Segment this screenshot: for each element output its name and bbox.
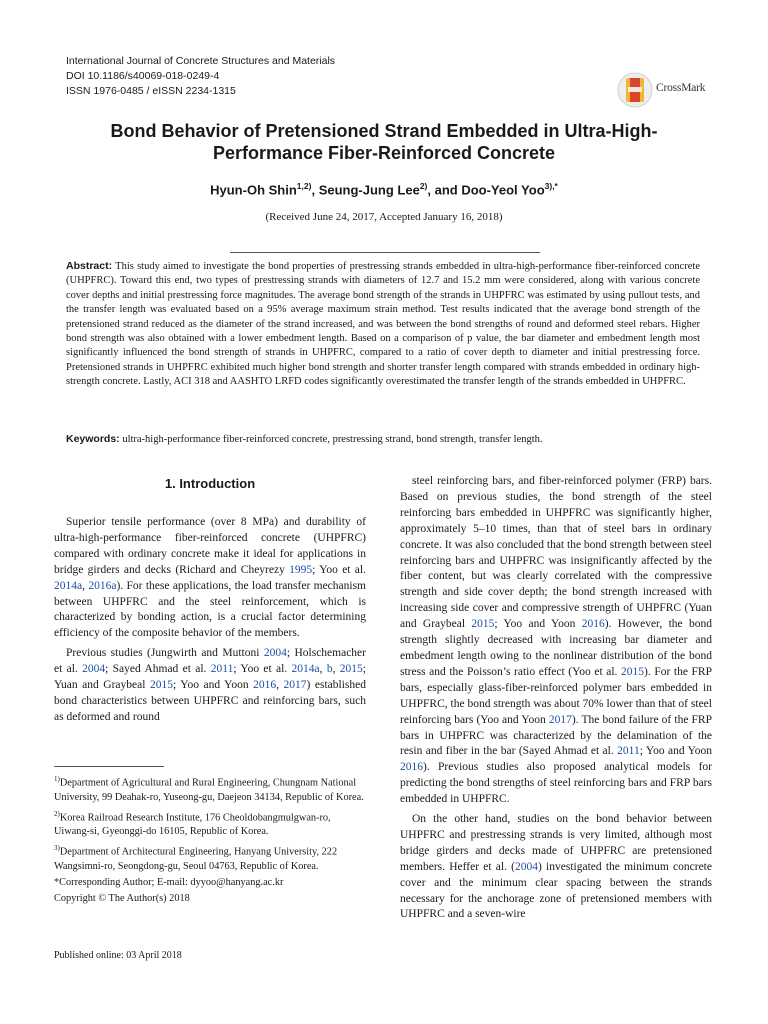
- footnote-text: *Corresponding Author; E-mail: dyyoo@hanyang.ac.kr: [54, 876, 284, 888]
- body-text: ,: [82, 579, 89, 592]
- footnote: [54, 892, 366, 906]
- body-text: ,: [332, 663, 340, 676]
- journal-issn: ISSN 1976-0485 / eISSN 2234-1315: [66, 85, 236, 97]
- footnote-text: Korea Railroad Research Institute, 176 Cheoldobangmulgwan-ro, Uiwang-si, Gyeonggi-do 16105, Republic of Korea.: [54, 812, 331, 838]
- crossmark-icon: [616, 71, 654, 109]
- body-text: ). For the FRP bars, especially glass-fiber-reinforced polymer bars embedded in UHPFRC, the bond strength was about 70% lower than that of steel reinforcing bars (Yoo and Yoon: [400, 665, 712, 726]
- citation-link[interactable]: 2014a: [54, 579, 83, 592]
- body-text: ; Yoo and Yoon: [494, 618, 582, 631]
- keywords-label: Keywords:: [66, 433, 120, 445]
- author-name: Hyun-Oh Shin: [210, 182, 297, 198]
- author-list: [60, 177, 708, 199]
- author-separator: ,: [311, 182, 319, 198]
- citation-link[interactable]: 2017: [548, 713, 572, 726]
- body-text: ; Yoo et al.: [233, 663, 292, 676]
- footnote-divider: [54, 766, 164, 767]
- body-text: ,: [319, 663, 327, 676]
- abstract-label: Abstract:: [66, 260, 113, 272]
- body-text: steel reinforcing bars, and fiber-reinforced polymer (FRP) bars. Based on previous studies, the bond strength of the steel reinforcing bars embedded in UHPFRC was significantly higher, approximately 5–10 times, than that of steel bars in ordinary concrete. It was also concluded that the bond strength between steel reinforcing bars and UHPFRC was insignificantly affected by the fiber content, but was clearly correlated with the compressive strength and side cover depth; the bond strength increased with increasing side cover and compressive strength of UHPFRC (Yuan and Graybeal: [400, 475, 712, 631]
- body-text: ). The bond failure of the FRP bars in UHPFRC was characterized by the delamination of the resin and fiber in the bar (Sayed Ahmad et al.: [400, 713, 712, 758]
- body-text: Previous studies (Jungwirth and Muttoni: [66, 647, 264, 660]
- body-text: ). For these applications, the load transfer mechanism between UHPFRC and the steel reinforcement, which is characterized by bonding action, is a crucial factor determining efficiency of the composite behavior of the members.: [54, 579, 367, 640]
- left-column: [54, 475, 366, 726]
- citation-link[interactable]: 2015: [339, 663, 363, 676]
- journal-name: International Journal of Concrete Structures and Materials: [66, 55, 336, 67]
- body-text: ; Yoo and Yoon: [172, 679, 254, 692]
- footnote-mark: 2): [54, 809, 60, 818]
- body-text: Superior tensile performance (over 8 MPa) and durability of ultra-high-performance fiber-reinforced concrete (UHPFRC) compared with ordinary concrete make it ideal for applications in bridge girders and decks (Richard and Cheyrezy: [54, 516, 366, 576]
- citation-link[interactable]: 2015: [621, 665, 645, 678]
- right-column: [400, 474, 712, 923]
- keywords-text: ultra-high-performance fiber-reinforced concrete, prestressing strand, bond strength, transfer length.: [122, 434, 543, 445]
- author-separator: , and: [427, 182, 462, 198]
- citation-link[interactable]: 1995: [289, 563, 313, 576]
- citation-link[interactable]: 2011: [617, 745, 640, 758]
- footnote: [54, 841, 366, 874]
- citation-link[interactable]: 2017: [283, 679, 307, 692]
- citation-link[interactable]: 2015: [471, 618, 495, 631]
- citation-link[interactable]: 2004: [263, 647, 287, 660]
- journal-doi[interactable]: DOI 10.1186/s40069-018-0249-4: [66, 70, 220, 82]
- body-text: ). Previous studies also proposed analytical models for predicting the bond strengths of steel reinforcing bars and FRP bars embedded in UHPFRC.: [400, 761, 712, 806]
- abstract-divider: [230, 252, 540, 253]
- citation-link[interactable]: 2016: [253, 679, 277, 692]
- author-name: Seung-Jung Lee: [318, 182, 420, 198]
- right-paragraphs: [400, 474, 712, 923]
- abstract-text: This study aimed to investigate the bond properties of prestressing strands embedded in ultra-high-performance fiber-reinforced concrete (UHPFRC). Toward this end, two types of prestressing strands with diameters of 12.7 and 15.2 mm were considered, along with various concrete cover depths and initial prestressing force magnitudes. The average bond strength of the strands in UHPFRC was estimated by using pullout tests, and the transfer length was evaluated based on a 95% average maximum strain method. Test results indicated that the average bond strength of the pretensioned strand reduced as the diameter of the strand increased, and was between the bond strengths of round and deformed steel rebars. Higher bond strength was also obtained with a lower embedment length. Based on a comparison of p value, the bar diameter and embedment length most significantly influenced the bond strength of strands in UHPFRC, compared to a ratio of cover depth to diameter and initial prestressing force. Pretensioned strands in UHPFRC exhibited much higher bond strength and shorter transfer length compared with strands embedded in ordinary high-strength concrete. Lastly, ACI 318 and AASHTO LRFD codes significantly overestimated the transfer length of the strands embedded in UHPFRC.: [66, 261, 701, 388]
- body-paragraph: [400, 474, 712, 808]
- author-name: Doo-Yeol Yoo: [461, 182, 545, 198]
- abstract: [66, 259, 700, 390]
- footnote-text: Department of Architectural Engineering, Hanyang University, 222 Wangsimni-ro, Seongdong-gu, Seoul 04763, Republic of Korea.: [54, 846, 338, 872]
- footnote: [54, 772, 366, 805]
- body-text: ; Yoo and Yoon: [639, 745, 712, 758]
- section-heading: 1. Introduction: [164, 476, 256, 491]
- citation-link[interactable]: 2004: [82, 663, 106, 676]
- citation-link[interactable]: 2016a: [88, 579, 117, 592]
- body-text: ,: [276, 679, 284, 692]
- footnote-mark: 1): [54, 775, 60, 783]
- footnote-text: Copyright © The Author(s) 2018: [54, 892, 190, 904]
- citation-link[interactable]: 2004: [515, 860, 538, 873]
- author-affiliation-mark: 2): [419, 181, 428, 191]
- published-date: Published online: 03 April 2018: [54, 950, 182, 961]
- footnote-text: Department of Agricultural and Rural Engineering, Chungnam National University, 99 Deahak-ro, Yuseong-gu, Daejeon 34134, Republic of Korea.: [54, 777, 364, 803]
- body-text: ; Sayed Ahmad et al.: [105, 663, 211, 676]
- citation-link[interactable]: 2011: [210, 663, 234, 676]
- body-text: ) established bond characteristics between UHPFRC and reinforcing bars, such as deformed and round: [54, 679, 366, 723]
- citation-link[interactable]: 2016: [400, 761, 423, 774]
- footnote-mark: 3): [54, 844, 60, 853]
- left-paragraphs: [54, 515, 366, 726]
- article-title: Bond Behavior of Pretensioned Strand Embedded in Ultra-High-Performance Fiber-Reinforced Concrete: [110, 121, 658, 163]
- footnote: [54, 807, 366, 840]
- journal-header: [66, 54, 335, 99]
- body-text: ) investigated the minimum concrete cover and the minimum clear spacing between the strands necessary for the anchorage zone of pretensioned members with UHPFRC and a seven-wire: [400, 860, 712, 921]
- footnote: [54, 876, 366, 890]
- body-text: ; Yuan and Graybeal: [54, 663, 366, 692]
- citation-link[interactable]: b: [326, 663, 333, 676]
- citation-link[interactable]: 2014a: [291, 663, 320, 676]
- body-paragraph: [400, 812, 712, 923]
- received-dates: (Received June 24, 2017, Accepted January 16, 2018): [265, 211, 503, 223]
- body-text: On the other hand, studies on the bond behavior between UHPFRC and prestressing strands is very limited, although most bridge girders and decks made of UHPFRC are pretensioned members. Heffer et al. (: [400, 813, 712, 873]
- crossmark-badge[interactable]: [616, 71, 716, 111]
- citation-link[interactable]: 2015: [149, 679, 173, 692]
- body-text: ; Yoo et al.: [312, 563, 366, 576]
- author-affiliation-mark: 3),*: [544, 181, 558, 191]
- author-affiliation-mark: 1,2): [296, 181, 312, 191]
- body-paragraph: [54, 515, 366, 642]
- crossmark-label: CrossMark: [656, 82, 706, 94]
- body-text: ; Holschemacher et al.: [54, 647, 366, 676]
- citation-link[interactable]: 2016: [581, 618, 605, 631]
- footnotes: [54, 772, 366, 908]
- body-paragraph: [54, 646, 366, 726]
- keywords: [66, 432, 700, 447]
- body-text: ). However, the bond strength slightly decreased with increasing bar diameter and embedment length owing to the nonlinear distribution of the bond stress and the Poisson’s ratio effect (Yoo et al.: [400, 618, 712, 678]
